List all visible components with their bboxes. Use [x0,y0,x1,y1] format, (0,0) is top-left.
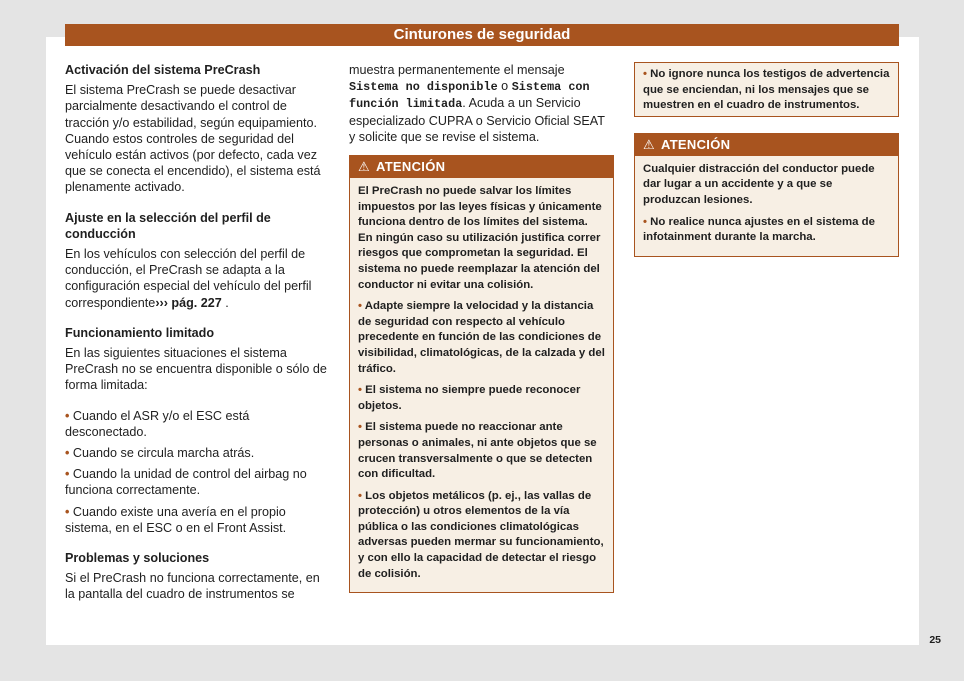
bullet-dot-icon: • [358,384,362,397]
column-2 [349,62,614,593]
list-item: • Cuando el ASR y/o el ESC está desconectado. [65,408,250,439]
warning-title-bar: ⚠ ATENCIÓN [635,134,898,156]
warning-body [635,156,898,256]
heading-profile: Ajuste en la selección del perfil de conducción [65,210,271,241]
page-reference-link[interactable]: ››› pág. 227 [155,295,222,310]
warning-item: • Adapte siempre la velocidad y la distancia de seguridad con respecto al vehículo precedente en función de las condiciones de visibilidad, climatológicas, de la calzada y del tráfico. [358,300,605,375]
warning-item: • No realice nunca ajustes en el sistema de infotainment durante la marcha. [643,215,875,244]
list-item: • Cuando la unidad de control del airbag no funciona correctamente. [65,467,307,498]
paragraph-limited: En las siguientes situaciones el sistema PreCrash no se encuentra disponible o sólo de forma limitada: [65,346,327,393]
message-unavailable: Sistema no disponible [349,80,498,95]
list-item: • Cuando se circula marcha atrás. [65,446,255,461]
paragraph-activation: El sistema PreCrash se puede desactivar parcialmente desactivando el control de tracción y/o estabilidad, según equipamiento. Cuando estos controles de seguridad del vehículo están activos (por defecto, cada vez que se conecta el encendido), el sistema está plenamente activado. [65,83,321,195]
heading-limited: Funcionamiento limitado [65,325,215,340]
heading-problems: Problemas y soluciones [65,551,210,566]
column-1 [65,62,327,617]
page-number: 25 [929,634,941,646]
profile-text: En los vehículos con selección del perfil de conducción, el PreCrash se adapta a la configuración especial del vehículo del perfil correspondiente [65,247,312,310]
bullet-dot-icon: • [65,467,70,482]
warning-title-bar: ⚠ ATENCIÓN [350,156,613,178]
bullet-dot-icon: • [65,446,70,461]
bullet-dot-icon: • [65,504,70,519]
warning-box [634,133,899,257]
profile-text-end: . [221,295,229,310]
warning-continued-box [634,62,899,117]
bullet-dot-icon: • [358,300,362,313]
heading-activation: Activación del sistema PreCrash [65,63,261,77]
warning-intro: El PreCrash no puede salvar los límites impuestos por las leyes físicas y únicamente funciona dentro de los límites del sistema. En ningún caso su utilización justifica correr riesgos que comprometan la seguridad. El sistema no puede reemplazar la atención del conductor ni evitar una colisión. [358,185,602,291]
warning-intro: Cualquier distracción del conductor puede dar lugar a un accidente y a que se produzcan lesiones. [643,162,875,206]
column-3 [634,62,899,257]
list-item: • Cuando existe una avería en el propio sistema, en el ESC o en el Front Assist. [65,504,287,535]
bullet-dot-icon: • [643,68,647,80]
warning-item: • El sistema no siempre puede reconocer objetos. [358,384,581,412]
warning-item: • Los objetos metálicos (p. ej., las vallas de protección) u otros elementos de la vía pública o las condiciones climatológicas adversas pueden mermar su funcionamiento, y con ello la capacidad de detectar el riesgo de colisión. [358,489,604,580]
paragraph-problems: Si el PreCrash no funciona correctamente, en la pantalla del cuadro de instrumentos se [65,571,320,602]
warning-triangle-icon: ⚠ [358,159,370,175]
paragraph-profile [65,246,327,311]
bullet-dot-icon: • [643,215,647,228]
warning-body [350,178,613,592]
bullet-dot-icon: • [65,408,70,423]
paragraph-continued: muestra permanentemente el mensaje Sistema no disponible o Sistema con función limitada. Acuda a un Servicio especializado CUPRA o Servicio Oficial SEAT y solicite que se revise el sistema. [349,63,605,144]
warning-triangle-icon: ⚠ [643,136,655,152]
warning-item: • El sistema puede no reaccionar ante personas o animales, ni ante objetos que se crucen transversalmente o que se detecten con dificultad. [358,421,597,481]
section-header: Cinturones de seguridad [65,24,899,46]
warning-item: • No ignore nunca los testigos de advertencia que se enciendan, ni los mensajes que se muestren en el cuadro de instrumentos. [643,68,890,112]
warning-box [349,155,614,593]
message-limited: Sistema con función limitada [349,80,590,112]
bullet-dot-icon: • [358,421,362,434]
bullet-dot-icon: • [358,489,362,502]
